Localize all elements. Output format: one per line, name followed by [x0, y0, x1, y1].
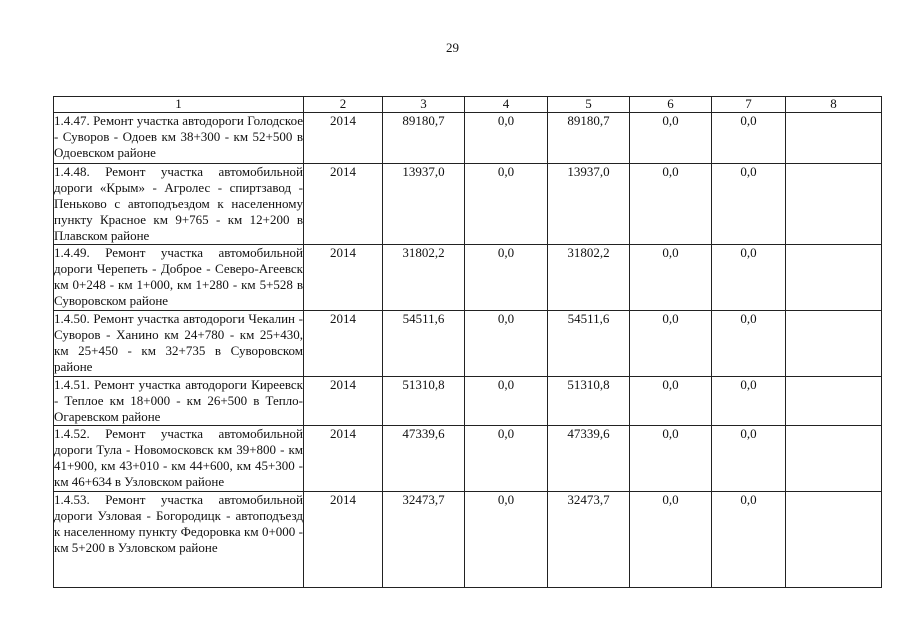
cell-col6: 0,0	[630, 311, 712, 377]
cell-col7: 0,0	[712, 492, 786, 588]
cell-year: 2014	[304, 426, 383, 492]
cell-col7: 0,0	[712, 426, 786, 492]
table-row	[54, 426, 882, 492]
table-row	[54, 164, 882, 245]
cell-col4: 0,0	[465, 492, 548, 588]
column-header: 3	[383, 97, 465, 113]
row-description: 1.4.49. Ремонт участка автомобильной дороги Черепеть - Доброе - Северо-Агеевск км 0+248 - км 1+000, км 1+280 - км 5+528 в Суворовском районе	[54, 245, 304, 311]
program-table	[53, 96, 882, 588]
cell-col3: 89180,7	[383, 113, 465, 164]
cell-col4: 0,0	[465, 377, 548, 426]
column-header: 1	[54, 97, 304, 113]
cell-col3: 54511,6	[383, 311, 465, 377]
cell-col7: 0,0	[712, 377, 786, 426]
table-row	[54, 377, 882, 426]
cell-col8	[786, 113, 882, 164]
row-description: 1.4.47. Ремонт участка автодороги Голодское - Суворов - Одоев км 38+300 - км 52+500 в Одоевском районе	[54, 113, 304, 164]
table-row	[54, 113, 882, 164]
cell-col8	[786, 377, 882, 426]
row-description: 1.4.53. Ремонт участка автомобильной дороги Узловая - Богородицк - автоподъезд к населенному пункту Федоровка км 0+000 - км 5+200 в Узловском районе	[54, 492, 304, 588]
header-row	[54, 97, 882, 113]
cell-col4: 0,0	[465, 245, 548, 311]
table-row	[54, 245, 882, 311]
cell-col4: 0,0	[465, 311, 548, 377]
cell-col6: 0,0	[630, 492, 712, 588]
cell-year: 2014	[304, 113, 383, 164]
cell-col3: 32473,7	[383, 492, 465, 588]
cell-col5: 54511,6	[548, 311, 630, 377]
cell-col5: 31802,2	[548, 245, 630, 311]
cell-col8	[786, 492, 882, 588]
cell-col4: 0,0	[465, 426, 548, 492]
cell-col6: 0,0	[630, 245, 712, 311]
cell-col3: 51310,8	[383, 377, 465, 426]
cell-col6: 0,0	[630, 377, 712, 426]
cell-col4: 0,0	[465, 113, 548, 164]
cell-col5: 32473,7	[548, 492, 630, 588]
column-header: 5	[548, 97, 630, 113]
column-header: 8	[786, 97, 882, 113]
cell-col8	[786, 164, 882, 245]
page-number: 29	[446, 40, 459, 55]
table-row	[54, 492, 882, 588]
table-row	[54, 311, 882, 377]
cell-col8	[786, 245, 882, 311]
cell-col6: 0,0	[630, 164, 712, 245]
cell-col3: 13937,0	[383, 164, 465, 245]
cell-col5: 47339,6	[548, 426, 630, 492]
cell-year: 2014	[304, 164, 383, 245]
cell-col7: 0,0	[712, 164, 786, 245]
cell-col4: 0,0	[465, 164, 548, 245]
cell-col8	[786, 426, 882, 492]
row-description: 1.4.48. Ремонт участка автомобильной дороги «Крым» - Агролес - спиртзавод - Пеньково с автоподъездом к населенному пункту Красное км 9+765 - км 12+200 в Плавском районе	[54, 164, 303, 243]
cell-col5: 13937,0	[548, 164, 630, 245]
column-header: 4	[465, 97, 548, 113]
cell-year: 2014	[304, 311, 383, 377]
cell-col5: 51310,8	[548, 377, 630, 426]
cell-col6: 0,0	[630, 113, 712, 164]
cell-col3: 47339,6	[383, 426, 465, 492]
cell-col5: 89180,7	[548, 113, 630, 164]
cell-year: 2014	[304, 245, 383, 311]
row-description: 1.4.50. Ремонт участка автодороги Чекалин - Суворов - Ханино км 24+780 - км 25+430, км 25+450 - км 32+735 в Суворовском районе	[54, 311, 304, 377]
row-description: 1.4.51. Ремонт участка автодороги Киреевск - Теплое км 18+000 - км 26+500 в Тепло-Огаревском районе	[54, 377, 303, 424]
cell-col7: 0,0	[712, 245, 786, 311]
cell-year: 2014	[304, 377, 383, 426]
cell-col3: 31802,2	[383, 245, 465, 311]
column-header: 6	[630, 97, 712, 113]
cell-col8	[786, 311, 882, 377]
cell-year: 2014	[304, 492, 383, 588]
row-description: 1.4.52. Ремонт участка автомобильной дороги Тула - Новомосковск км 39+800 - км 41+900, км 43+010 - км 44+600, км 45+300 - км 46+634 в Узловском районе	[54, 426, 304, 492]
cell-col6: 0,0	[630, 426, 712, 492]
cell-col7: 0,0	[712, 113, 786, 164]
cell-col7: 0,0	[712, 311, 786, 377]
column-header: 7	[712, 97, 786, 113]
column-header: 2	[304, 97, 383, 113]
